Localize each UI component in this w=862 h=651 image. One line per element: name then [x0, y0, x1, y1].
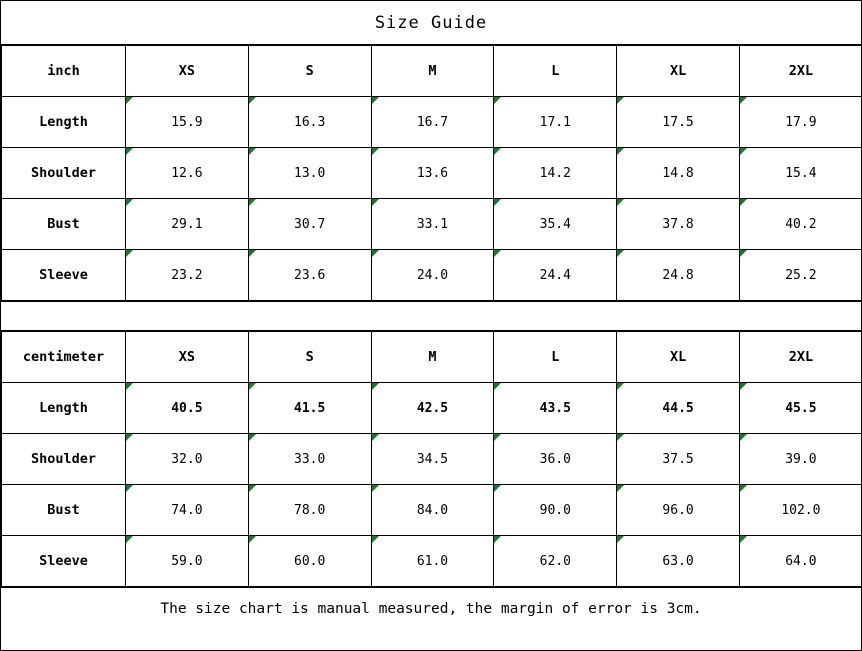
cell-value: 62.0	[494, 536, 617, 587]
table-row	[2, 250, 862, 301]
cell-value: 17.1	[494, 97, 617, 148]
row-label-shoulder: Shoulder	[2, 148, 126, 199]
row-label-bust: Bust	[2, 199, 126, 250]
cell-value: 13.0	[248, 148, 371, 199]
row-label-sleeve: Sleeve	[2, 250, 126, 301]
cell-value: 15.4	[739, 148, 862, 199]
cell-value: 64.0	[739, 536, 862, 587]
row-label-length: Length	[2, 97, 126, 148]
cell-value: 29.1	[126, 199, 249, 250]
cell-value: 59.0	[126, 536, 249, 587]
cell-value: 32.0	[126, 434, 249, 485]
cell-value: 74.0	[126, 485, 249, 536]
table-row	[2, 383, 862, 434]
table-header-row	[2, 332, 862, 383]
cell-value: 61.0	[371, 536, 494, 587]
cell-value: 24.0	[371, 250, 494, 301]
cell-value: 43.5	[494, 383, 617, 434]
cell-value: 25.2	[739, 250, 862, 301]
cell-value: 16.7	[371, 97, 494, 148]
cell-value: 17.5	[617, 97, 740, 148]
table-row	[2, 485, 862, 536]
cell-value: 37.5	[617, 434, 740, 485]
cell-value: 84.0	[371, 485, 494, 536]
column-header-2xl: 2XL	[739, 332, 862, 383]
cell-value: 34.5	[371, 434, 494, 485]
cell-value: 42.5	[371, 383, 494, 434]
column-header-s: S	[248, 46, 371, 97]
row-label-sleeve: Sleeve	[2, 536, 126, 587]
size-tables-container	[1, 45, 861, 587]
table-header-row	[2, 46, 862, 97]
cell-value: 60.0	[248, 536, 371, 587]
cell-value: 23.6	[248, 250, 371, 301]
cell-value: 96.0	[617, 485, 740, 536]
table-row	[2, 199, 862, 250]
cell-value: 37.8	[617, 199, 740, 250]
cell-value: 44.5	[617, 383, 740, 434]
cell-value: 78.0	[248, 485, 371, 536]
column-header-xl: XL	[617, 46, 740, 97]
row-label-bust: Bust	[2, 485, 126, 536]
cell-value: 102.0	[739, 485, 862, 536]
column-header-s: S	[248, 332, 371, 383]
unit-label-inch: inch	[2, 46, 126, 97]
cell-value: 14.8	[617, 148, 740, 199]
row-label-shoulder: Shoulder	[2, 434, 126, 485]
table-row	[2, 97, 862, 148]
cell-value: 15.9	[126, 97, 249, 148]
column-header-2xl: 2XL	[739, 46, 862, 97]
column-header-m: M	[371, 46, 494, 97]
cell-value: 14.2	[494, 148, 617, 199]
cell-value: 23.2	[126, 250, 249, 301]
cell-value: 45.5	[739, 383, 862, 434]
column-header-m: M	[371, 332, 494, 383]
size-table-inch	[1, 45, 862, 301]
row-label-length: Length	[2, 383, 126, 434]
cell-value: 12.6	[126, 148, 249, 199]
cell-value: 33.0	[248, 434, 371, 485]
cell-value: 90.0	[494, 485, 617, 536]
page-title: Size Guide	[1, 1, 861, 45]
column-header-xs: XS	[126, 332, 249, 383]
cell-value: 63.0	[617, 536, 740, 587]
cell-value: 16.3	[248, 97, 371, 148]
cell-value: 33.1	[371, 199, 494, 250]
unit-label-centimeter: centimeter	[2, 332, 126, 383]
table-row	[2, 434, 862, 485]
size-table-centimeter	[1, 331, 862, 587]
cell-value: 35.4	[494, 199, 617, 250]
column-header-xs: XS	[126, 46, 249, 97]
column-header-xl: XL	[617, 332, 740, 383]
table-row	[2, 148, 862, 199]
table-separator	[1, 301, 861, 331]
cell-value: 24.8	[617, 250, 740, 301]
column-header-l: L	[494, 46, 617, 97]
cell-value: 30.7	[248, 199, 371, 250]
footer-note: The size chart is manual measured, the margin of error is 3cm.	[1, 587, 861, 629]
cell-value: 39.0	[739, 434, 862, 485]
cell-value: 17.9	[739, 97, 862, 148]
cell-value: 40.5	[126, 383, 249, 434]
cell-value: 13.6	[371, 148, 494, 199]
cell-value: 40.2	[739, 199, 862, 250]
table-row	[2, 536, 862, 587]
column-header-l: L	[494, 332, 617, 383]
cell-value: 36.0	[494, 434, 617, 485]
cell-value: 24.4	[494, 250, 617, 301]
cell-value: 41.5	[248, 383, 371, 434]
